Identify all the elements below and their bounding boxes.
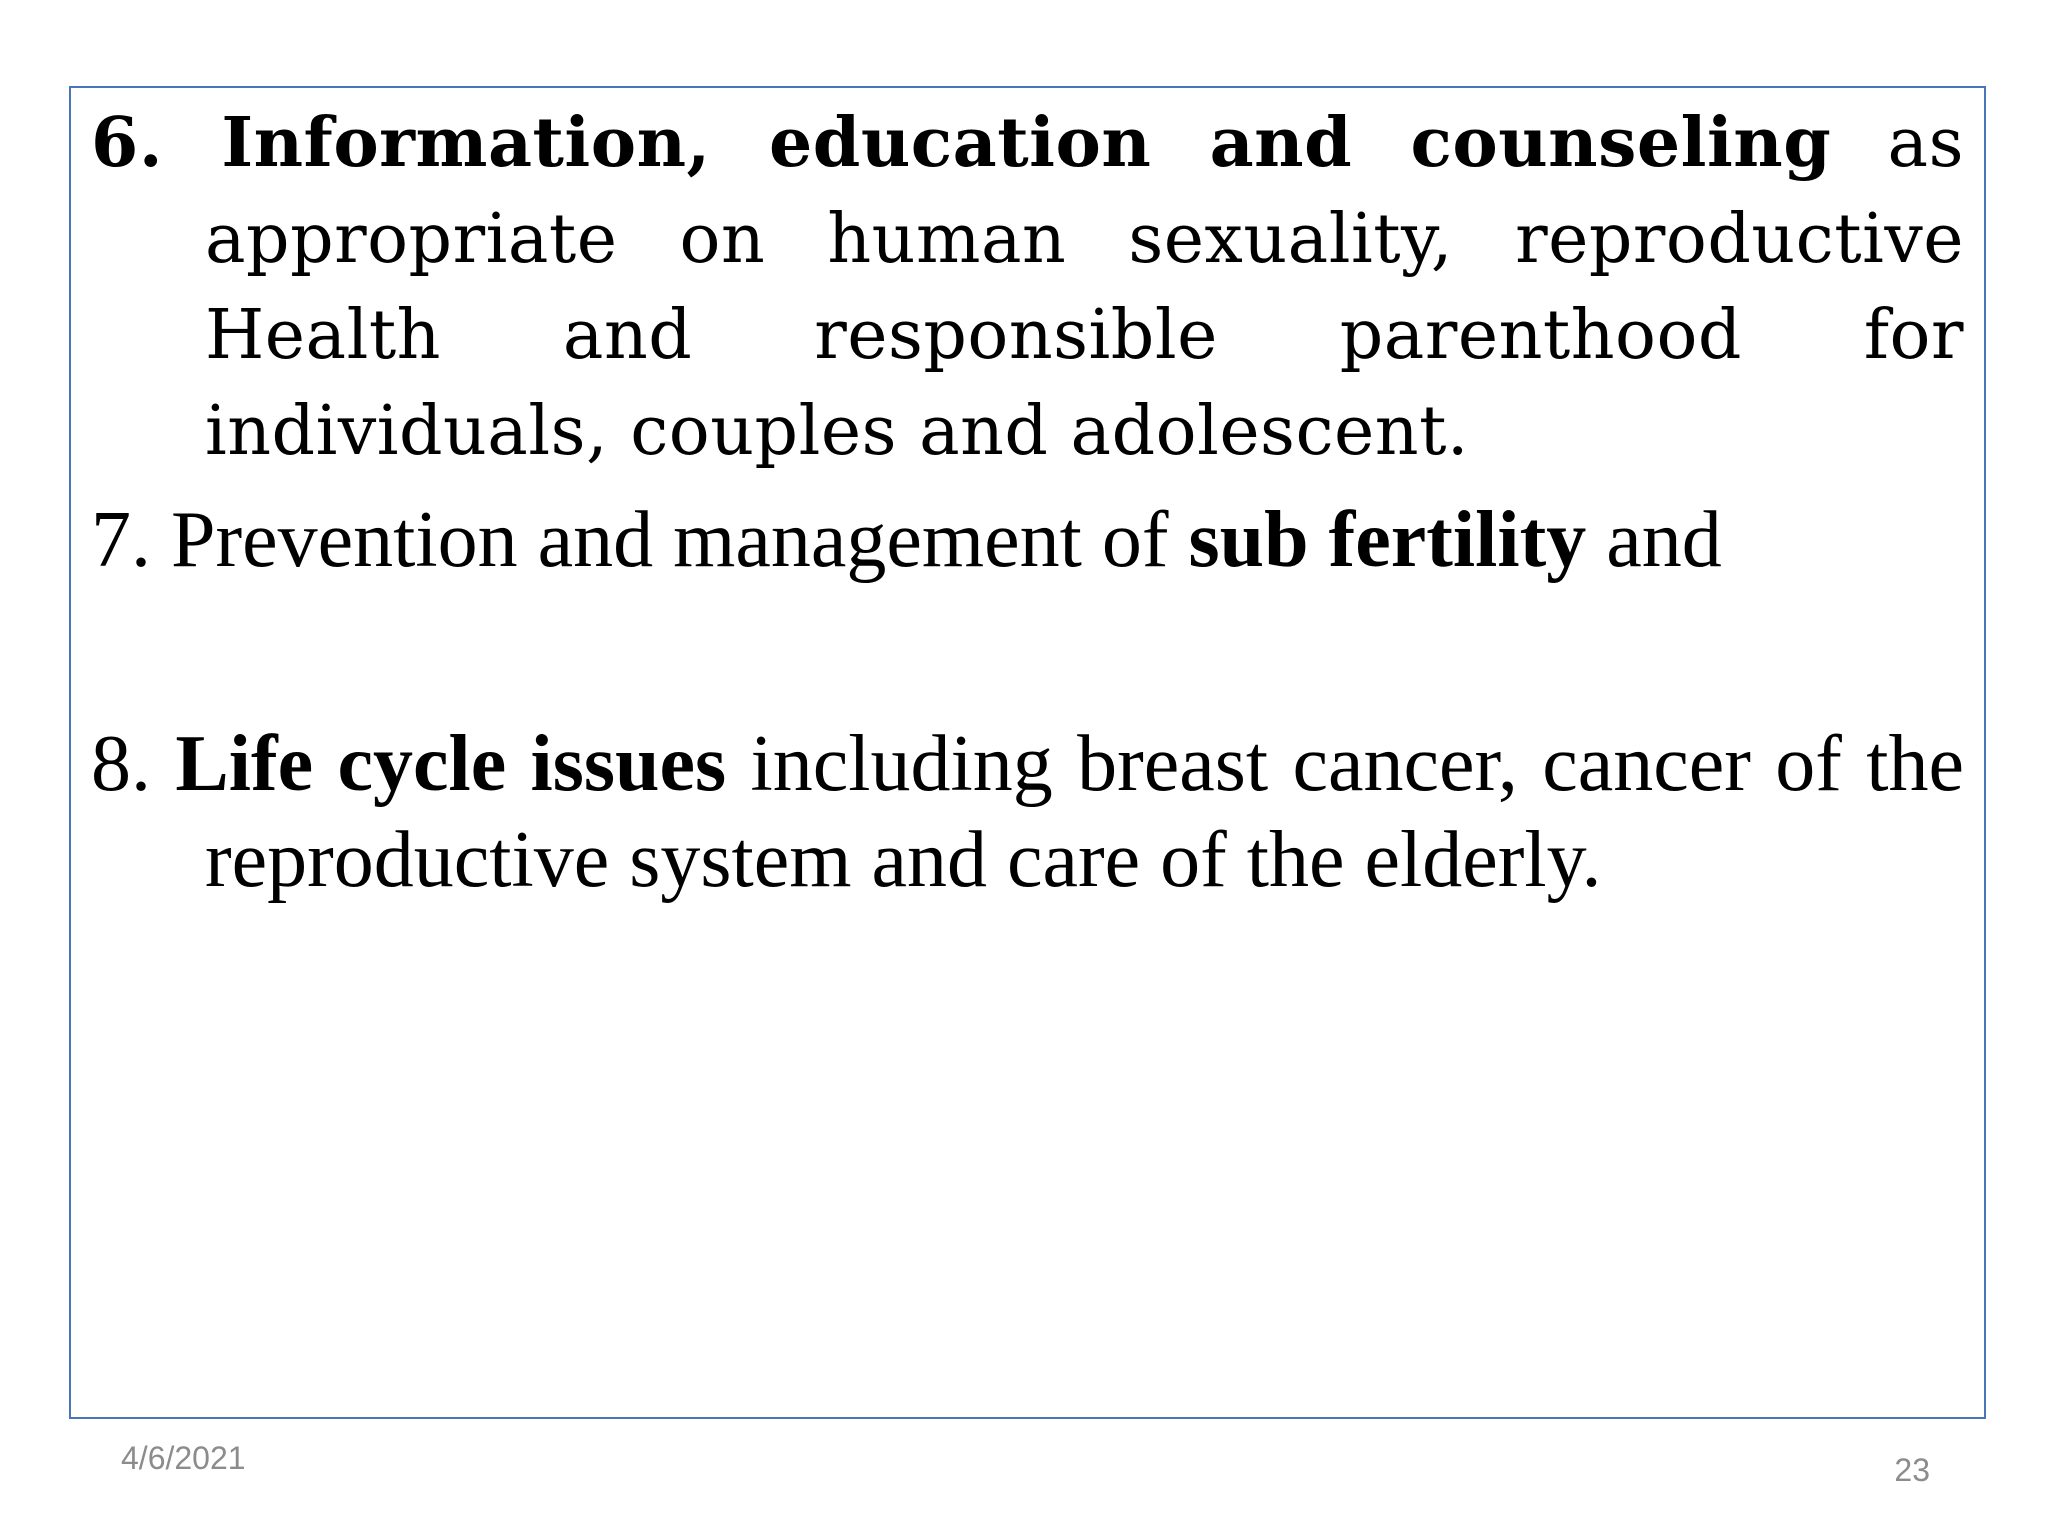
item-7-number: 7. bbox=[91, 496, 151, 584]
slide-content bbox=[91, 95, 1964, 908]
list-item-6 bbox=[91, 95, 1964, 480]
item-7-bold-text: sub fertility bbox=[1188, 496, 1587, 584]
footer-date: 4/6/2021 bbox=[121, 1440, 246, 1476]
item-6-text: as appropriate on human sexuality, reproductive Health and responsible parenthood for individuals, couples and adolescent. bbox=[205, 104, 1964, 471]
list-item-8 bbox=[91, 716, 1964, 908]
item-6-number: 6. bbox=[91, 103, 163, 183]
list-item-7 bbox=[91, 492, 1964, 588]
item-7-text-before: Prevention and management of bbox=[151, 496, 1189, 584]
footer-page-number: 23 bbox=[1894, 1452, 1930, 1488]
item-7-text-after: and bbox=[1586, 496, 1722, 584]
item-8-number: 8. bbox=[91, 720, 151, 808]
item-8-bold-text: Life cycle issues bbox=[175, 720, 727, 808]
item-8-text: including breast cancer, cancer of the reproductive system and care of the elderly. bbox=[205, 720, 1965, 904]
item-6-bold-text: Information, education and counseling bbox=[221, 103, 1832, 183]
